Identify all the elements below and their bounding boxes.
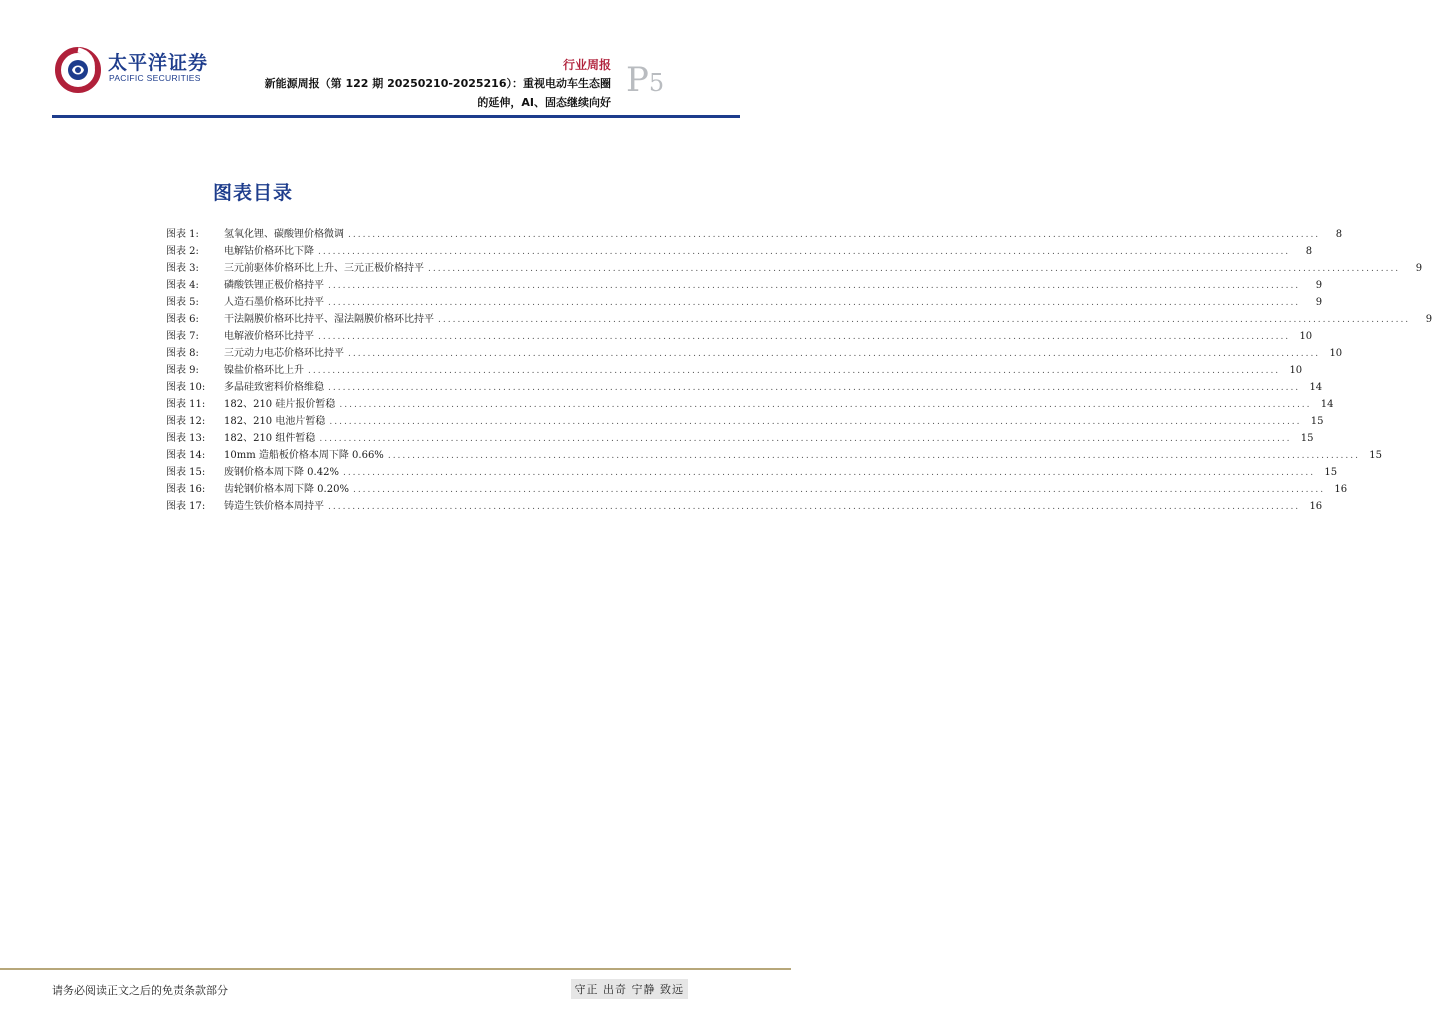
toc-leader-dots: ........................................................................................................................................................................................................: [342, 468, 1316, 478]
toc-entry[interactable]: [166, 276, 1323, 293]
toc-entry-label: 图表 8:: [166, 348, 199, 359]
toc-entry[interactable]: [166, 412, 1324, 429]
toc-entry-text: 182、210 组件暂稳: [224, 433, 316, 444]
logo-chinese-name: 太平洋证券: [108, 52, 209, 74]
page-letter: P: [626, 60, 649, 100]
toc-entry-label: 图表 12:: [166, 416, 206, 427]
page-number-badge: [626, 60, 665, 100]
toc-entry-page: 15: [1300, 433, 1314, 444]
toc-entry-text: 182、210 硅片报价暂稳: [224, 399, 336, 410]
toc-leader-dots: ........................................................................................................................................................................................................: [328, 502, 1301, 512]
toc-entry[interactable]: [166, 480, 1348, 497]
toc-entry-page: 10: [1329, 348, 1343, 359]
toc-entry-page: 9: [1315, 297, 1323, 308]
toc-leader-dots: ........................................................................................................................................................................................................: [328, 383, 1301, 393]
toc-entry-page: 10: [1289, 365, 1303, 376]
toc-leader-dots: ........................................................................................................................................................................................................: [319, 434, 1292, 444]
toc-entry-label: 图表 14:: [166, 450, 206, 461]
toc-entry-label: 图表 13:: [166, 433, 206, 444]
toc-entry-page: 8: [1335, 229, 1343, 240]
toc-entry[interactable]: [166, 344, 1343, 361]
toc-leader-dots: ........................................................................................................................................................................................................: [308, 366, 1281, 376]
toc-entry-label: 图表 3:: [166, 263, 199, 274]
toc-entry-page: 15: [1324, 467, 1338, 478]
toc-entry-label: 图表 11:: [166, 399, 206, 410]
toc-entry-text: 干法隔膜价格环比持平、湿法隔膜价格环比持平: [224, 314, 434, 325]
toc-entry-page: 10: [1299, 331, 1313, 342]
pacific-securities-logo-icon: [52, 42, 104, 94]
toc-entry[interactable]: [166, 225, 1343, 242]
toc-entry-page: 14: [1320, 399, 1334, 410]
toc-entry-page: 9: [1315, 280, 1323, 291]
footer-motto: 守正 出奇 宁静 致远: [571, 979, 689, 999]
toc-entry-text: 铸造生铁价格本周持平: [224, 501, 324, 512]
toc-entry[interactable]: [166, 463, 1338, 480]
toc-entry-label: 图表 15:: [166, 467, 206, 478]
toc-entry[interactable]: [166, 259, 1423, 276]
toc-entry-page: 15: [1369, 450, 1382, 461]
logo-english-name: PACIFIC SECURITIES: [109, 73, 201, 83]
toc-leader-dots: ........................................................................................................................................................................................................: [339, 400, 1312, 410]
toc-entry-label: 图表 2:: [166, 246, 199, 257]
toc-entry[interactable]: [166, 446, 1382, 463]
toc-entry-page: 8: [1305, 246, 1313, 257]
toc-entry-page: 9: [1415, 263, 1423, 274]
toc-entry-page: 14: [1309, 382, 1323, 393]
report-title-line-1: 新能源周报（第 122 期 20250210-2025216）：重视电动车生态圈: [264, 77, 611, 90]
toc-entry[interactable]: [166, 378, 1323, 395]
toc-entry-text: 10mm 造船板价格本周下降 0.66%: [224, 450, 384, 461]
toc-entry-text: 镍盐价格环比上升: [224, 365, 304, 376]
toc-title: 图表目录: [213, 182, 294, 204]
toc-leader-dots: ........................................................................................................................................................................................................: [329, 417, 1302, 427]
toc-entry-label: 图表 5:: [166, 297, 199, 308]
toc-entry-label: 图表 16:: [166, 484, 206, 495]
toc-entry-text: 齿轮钢价格本周下降 0.20%: [224, 484, 349, 495]
company-logo: [52, 42, 212, 94]
toc-entry-text: 人造石墨价格环比持平: [224, 297, 324, 308]
toc-entry-text: 磷酸铁锂正极价格持平: [224, 280, 324, 291]
toc-entry[interactable]: [166, 497, 1323, 514]
page-number: 5: [648, 69, 665, 97]
toc-entry[interactable]: [166, 429, 1314, 446]
toc-leader-dots: ........................................................................................................................................................................................................: [348, 349, 1321, 359]
toc-entry[interactable]: [166, 310, 1432, 327]
toc-entry-page: 16: [1309, 501, 1323, 512]
toc-leader-dots: ........................................................................................................................................................................................................: [438, 315, 1411, 325]
toc-entry-label: 图表 6:: [166, 314, 199, 325]
toc-entry-text: 182、210 电池片暂稳: [224, 416, 326, 427]
toc-entry[interactable]: [166, 242, 1313, 259]
footer-disclaimer: 请务必阅读正文之后的免责条款部分: [52, 984, 228, 997]
toc-entry-page: 9: [1425, 314, 1432, 325]
toc-entry-label: 图表 17:: [166, 501, 206, 512]
toc-leader-dots: ........................................................................................................................................................................................................: [352, 485, 1326, 495]
toc-entry-text: 电解钴价格环比下降: [224, 246, 314, 257]
toc-entry-text: 三元动力电芯价格环比持平: [224, 348, 344, 359]
toc-entry-label: 图表 4:: [166, 280, 199, 291]
toc-entry-text: 废钢价格本周下降 0.42%: [224, 467, 339, 478]
header-divider: [52, 115, 740, 118]
toc-entry-label: 图表 10:: [166, 382, 206, 393]
toc-leader-dots: ........................................................................................................................................................................................................: [328, 281, 1301, 291]
toc-entry[interactable]: [166, 293, 1323, 310]
toc-entry-label: 图表 1:: [166, 229, 199, 240]
toc-entry-text: 多晶硅致密料价格维稳: [224, 382, 324, 393]
toc-leader-dots: ........................................................................................................................................................................................................: [348, 230, 1321, 240]
toc-entry-label: 图表 7:: [166, 331, 199, 342]
table-of-figures: [166, 225, 1432, 514]
report-category: 行业周报: [562, 58, 611, 72]
footer-divider: [0, 968, 791, 970]
toc-leader-dots: ........................................................................................................................................................................................................: [318, 247, 1291, 257]
toc-entry[interactable]: [166, 395, 1334, 412]
toc-entry[interactable]: [166, 361, 1303, 378]
toc-leader-dots: ........................................................................................................................................................................................................: [428, 264, 1401, 274]
toc-entry-text: 三元前驱体价格环比上升、三元正极价格持平: [224, 263, 424, 274]
toc-leader-dots: ........................................................................................................................................................................................................: [387, 451, 1360, 461]
toc-entry-label: 图表 9:: [166, 365, 199, 376]
toc-entry-text: 电解液价格环比持平: [224, 331, 314, 342]
toc-leader-dots: ........................................................................................................................................................................................................: [318, 332, 1291, 342]
report-title-line-2: 的延伸，AI、固态继续向好: [477, 96, 611, 109]
toc-leader-dots: ........................................................................................................................................................................................................: [328, 298, 1301, 308]
toc-entry-page: 15: [1310, 416, 1324, 427]
toc-entry-text: 氢氧化锂、碳酸锂价格微调: [224, 229, 344, 240]
toc-entry[interactable]: [166, 327, 1313, 344]
toc-entry-page: 16: [1334, 484, 1348, 495]
